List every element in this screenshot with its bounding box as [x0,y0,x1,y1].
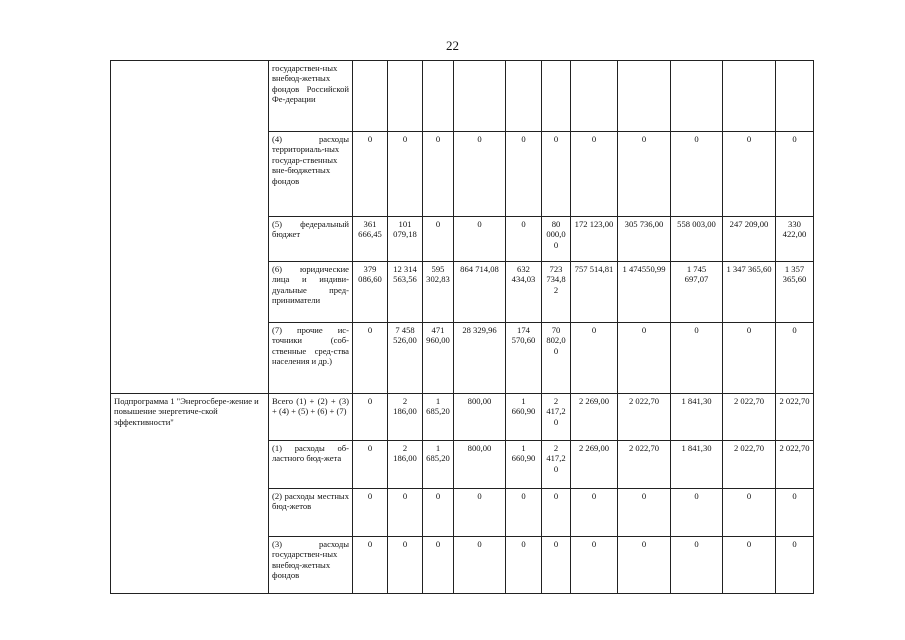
value-cell: 0 [671,537,723,594]
value-cell: 0 [454,132,506,217]
value-cell: 0 [353,537,388,594]
value-cell: 0 [542,132,571,217]
value-cell: 174 570,60 [506,323,542,394]
value-cell: 2 417,20 [542,394,571,441]
value-cell: 0 [571,323,618,394]
value-cell: 2 269,00 [571,441,618,489]
value-cell: 757 514,81 [571,262,618,323]
funding-source-cell: (6) юридические лица и индиви-дуальные пред-приниматели [269,262,353,323]
funding-source-cell: (1) расходы об-ластного бюд-жета [269,441,353,489]
funding-source-cell: (2) расходы местных бюд-жетов [269,489,353,537]
value-cell: 632 434,03 [506,262,542,323]
value-cell: 7 458 526,00 [388,323,423,394]
value-cell: 0 [423,217,454,262]
value-cell: 361 666,45 [353,217,388,262]
program-cell: Подпрограмма 1 "Энергосбере-жение и повышение энергетиче-ской эффективности" [111,394,269,594]
value-cell [506,61,542,132]
value-cell: 0 [454,537,506,594]
funding-source-cell: (7) прочие ис-точники (соб-ственные сред-ства населения и др.) [269,323,353,394]
value-cell: 0 [506,489,542,537]
value-cell: 1 841,30 [671,394,723,441]
value-cell: 1 685,20 [423,394,454,441]
value-cell [454,61,506,132]
value-cell: 0 [776,537,814,594]
value-cell: 0 [506,537,542,594]
value-cell: 1 685,20 [423,441,454,489]
value-cell [353,61,388,132]
value-cell: 723 734,82 [542,262,571,323]
value-cell: 2 022,70 [723,394,776,441]
value-cell: 0 [388,537,423,594]
value-cell: 0 [571,537,618,594]
funding-source-cell: государствен-ных внебюд-жетных фондов Российской Фе-дерации [269,61,353,132]
value-cell: 0 [776,323,814,394]
value-cell [542,61,571,132]
value-cell: 0 [423,537,454,594]
value-cell: 0 [776,489,814,537]
value-cell: 101 079,18 [388,217,423,262]
value-cell: 2 022,70 [776,394,814,441]
budget-table [110,60,814,594]
value-cell: 1 660,90 [506,394,542,441]
value-cell [388,61,423,132]
value-cell: 0 [353,132,388,217]
value-cell: 0 [776,132,814,217]
value-cell: 2 417,20 [542,441,571,489]
value-cell: 2 022,70 [618,441,671,489]
value-cell: 1 745 697,07 [671,262,723,323]
value-cell: 379 086,60 [353,262,388,323]
value-cell: 800,00 [454,394,506,441]
page-number: 22 [446,38,459,53]
value-cell: 0 [423,489,454,537]
value-cell: 471 960,00 [423,323,454,394]
value-cell: 0 [506,217,542,262]
value-cell: 2 269,00 [571,394,618,441]
value-cell: 28 329,96 [454,323,506,394]
funding-source-cell: (5) федеральный бюджет [269,217,353,262]
value-cell: 0 [671,132,723,217]
value-cell: 0 [618,489,671,537]
value-cell: 800,00 [454,441,506,489]
funding-source-cell: (3) расходы государствен-ных внебюд-жетных фондов [269,537,353,594]
value-cell: 0 [353,441,388,489]
value-cell: 172 123,00 [571,217,618,262]
value-cell: 12 314 563,56 [388,262,423,323]
value-cell: 0 [353,323,388,394]
value-cell [671,61,723,132]
value-cell: 0 [723,323,776,394]
value-cell: 0 [723,537,776,594]
value-cell: 2 022,70 [618,394,671,441]
funding-source-cell: Всего (1) + (2) + (3) + (4) + (5) + (6) + (7) [269,394,353,441]
value-cell: 0 [723,132,776,217]
value-cell: 595 302,83 [423,262,454,323]
value-cell: 0 [454,489,506,537]
program-cell [111,61,269,394]
value-cell [423,61,454,132]
value-cell: 247 209,00 [723,217,776,262]
value-cell: 0 [353,394,388,441]
value-cell: 0 [454,217,506,262]
value-cell: 2 022,70 [723,441,776,489]
value-cell: 70 802,00 [542,323,571,394]
value-cell: 1 474550,99 [618,262,671,323]
value-cell: 558 003,00 [671,217,723,262]
value-cell: 0 [353,489,388,537]
table-row [111,394,814,441]
value-cell: 2 186,00 [388,441,423,489]
value-cell: 0 [618,132,671,217]
value-cell: 0 [618,537,671,594]
value-cell: 0 [571,489,618,537]
value-cell: 0 [671,489,723,537]
value-cell: 0 [723,489,776,537]
value-cell: 0 [542,489,571,537]
value-cell: 0 [571,132,618,217]
value-cell: 1 841,30 [671,441,723,489]
value-cell: 0 [388,489,423,537]
value-cell: 305 736,00 [618,217,671,262]
value-cell: 0 [423,132,454,217]
value-cell: 0 [671,323,723,394]
value-cell: 2 022,70 [776,441,814,489]
value-cell [723,61,776,132]
value-cell [776,61,814,132]
value-cell: 0 [388,132,423,217]
value-cell: 0 [618,323,671,394]
table-row [111,61,814,132]
value-cell: 1 660,90 [506,441,542,489]
value-cell [618,61,671,132]
value-cell [571,61,618,132]
value-cell: 0 [542,537,571,594]
value-cell: 0 [506,132,542,217]
value-cell: 1 347 365,60 [723,262,776,323]
value-cell: 80 000,00 [542,217,571,262]
value-cell: 864 714,08 [454,262,506,323]
value-cell: 330 422,00 [776,217,814,262]
value-cell: 1 357 365,60 [776,262,814,323]
funding-source-cell: (4) расходы территориаль-ных государ-ственных вне-бюджетных фондов [269,132,353,217]
value-cell: 2 186,00 [388,394,423,441]
